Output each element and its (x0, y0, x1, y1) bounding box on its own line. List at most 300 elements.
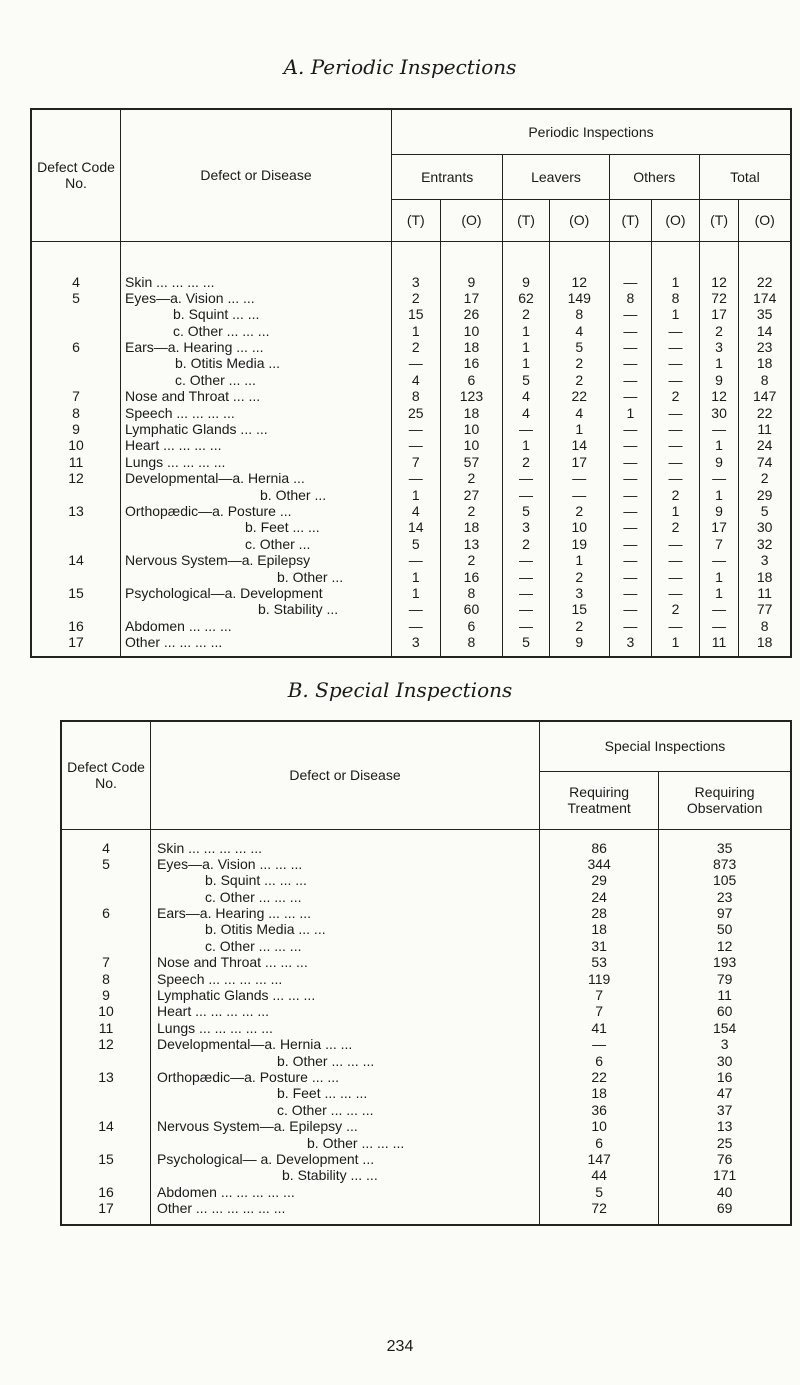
value-cell: 4 (522, 404, 530, 421)
value-cell: — (623, 306, 638, 323)
value-cell: 11 (757, 584, 772, 601)
value-cell: 13 (463, 535, 480, 552)
defect-name: b. Otitis Media ... ... (205, 921, 326, 938)
defect-name: b. Other ... (260, 486, 327, 503)
defect-code: 12 (68, 470, 84, 487)
value-cell: 18 (463, 404, 480, 421)
value-cell: 9 (575, 634, 584, 651)
entrants-header: Entrants (392, 154, 503, 199)
value-cell: — (408, 617, 423, 634)
observation-value: 76 (716, 1150, 733, 1167)
observation-value: 69 (716, 1200, 733, 1217)
value-cell: 2 (467, 552, 476, 569)
value-cell: 3 (522, 519, 530, 536)
value-cell: 17 (571, 453, 588, 470)
value-cell: — (668, 322, 683, 339)
value-cell: — (668, 453, 683, 470)
value-cell: 5 (522, 502, 530, 519)
treatment-value: 28 (591, 905, 607, 922)
defect-name: b. Otitis Media ... (175, 355, 281, 372)
treatment-value: — (592, 1036, 607, 1053)
observation-value: 23 (716, 888, 733, 905)
value-cell: 30 (756, 519, 773, 536)
page-number: 234 (386, 1338, 414, 1355)
observation-value: 47 (716, 1085, 733, 1102)
value-cell: 8 (671, 289, 680, 306)
value-cell: 22 (756, 273, 773, 290)
defect-name: Other ... ... ... ... ... ... (157, 1200, 286, 1217)
defect-code (62, 1167, 150, 1183)
periodic-inspections-header: Periodic Inspections (392, 109, 792, 154)
sub-header-t: (T) (392, 199, 441, 241)
value-cell: 2 (671, 486, 680, 503)
defect-name: Orthopædic—a. Posture ... (125, 502, 292, 519)
observation-value: 12 (716, 937, 733, 954)
value-cell: 19 (571, 535, 588, 552)
value-cell: — (668, 371, 683, 388)
defect-code: 9 (72, 421, 80, 438)
defect-name: Developmental—a. Hernia ... ... (157, 1036, 353, 1053)
value-cell: — (408, 437, 423, 454)
defect-name: b. Feet ... ... ... (277, 1085, 368, 1102)
treatment-value: 24 (591, 888, 607, 905)
value-cell: 8 (467, 634, 476, 651)
value-cell: 11 (757, 421, 772, 438)
value-cell: — (519, 584, 534, 601)
value-cell: 1 (575, 552, 584, 569)
value-cell: 3 (575, 584, 584, 601)
observation-value: 16 (716, 1068, 733, 1085)
defect-code: 6 (102, 905, 110, 922)
value-cell: 5 (760, 502, 769, 519)
value-cell: 1 (671, 273, 680, 290)
defect-name: c. Other ... ... ... (205, 888, 302, 905)
value-cell: 1 (671, 306, 680, 323)
value-cell: 72 (711, 289, 727, 306)
leavers-header: Leavers (503, 154, 609, 199)
value-cell: — (519, 568, 534, 585)
value-cell: — (668, 339, 683, 356)
defect-name: Lymphatic Glands ... ... (125, 421, 268, 438)
defect-name: Ears—a. Hearing ... ... ... (157, 905, 312, 922)
sub-header-t: (T) (503, 199, 549, 241)
value-cell: — (623, 486, 638, 503)
defect-code: 11 (68, 453, 84, 470)
value-cell: — (623, 568, 638, 585)
observation-value: 105 (712, 872, 737, 889)
value-cell: 6 (467, 371, 476, 388)
defect-code (32, 372, 120, 388)
value-cell: 2 (411, 289, 420, 306)
defect-name: b. Stability ... ... (282, 1167, 378, 1184)
defect-code: 4 (72, 273, 80, 290)
defect-name: Skin ... ... ... ... (125, 273, 215, 290)
others-header: Others (609, 154, 699, 199)
value-cell: 1 (671, 634, 680, 651)
observation-value: 50 (716, 921, 733, 938)
defect-code (62, 1085, 150, 1101)
value-cell: — (668, 355, 683, 372)
value-cell: — (712, 617, 727, 634)
value-cell: 2 (467, 470, 476, 487)
requiring-treatment-header: Requiring Treatment (540, 771, 659, 829)
value-cell: 2 (575, 617, 584, 634)
value-cell: 14 (571, 437, 588, 454)
value-cell: 8 (411, 388, 420, 405)
value-cell: — (623, 355, 638, 372)
defect-name: c. Other ... ... ... (173, 322, 270, 339)
value-cell: 2 (671, 388, 680, 405)
defect-name: Lungs ... ... ... ... (125, 453, 226, 470)
defect-code (62, 1053, 150, 1069)
value-cell: 77 (756, 601, 773, 618)
defect-name: Ears—a. Hearing ... ... (125, 339, 264, 356)
defect-name: Abdomen ... ... ... (125, 617, 232, 634)
value-cell: 1 (411, 568, 420, 585)
defect-code: 17 (68, 634, 84, 651)
defect-code (32, 323, 120, 339)
value-cell: 18 (463, 339, 480, 356)
defect-code (62, 938, 150, 954)
defect-code: 13 (98, 1068, 114, 1085)
value-cell: 18 (756, 634, 773, 651)
observation-value: 11 (717, 987, 732, 1004)
treatment-value: 18 (591, 921, 607, 938)
defect-name: b. Squint ... ... ... (205, 872, 307, 889)
value-cell: 29 (756, 486, 773, 503)
value-cell: 9 (467, 273, 476, 290)
value-cell: — (408, 552, 423, 569)
value-cell: 1 (626, 404, 635, 421)
observation-value: 40 (716, 1183, 733, 1200)
treatment-value: 18 (591, 1085, 607, 1102)
value-cell: 14 (408, 519, 424, 536)
value-cell: 8 (760, 371, 769, 388)
value-cell: — (572, 470, 587, 487)
value-cell: 8 (760, 617, 769, 634)
defect-name: c. Other ... (245, 535, 311, 552)
treatment-value: 86 (591, 839, 607, 856)
defect-name: Skin ... ... ... ... ... (157, 839, 263, 856)
value-cell: 17 (463, 289, 480, 306)
defect-name: b. Other ... ... ... (307, 1134, 405, 1151)
defect-name: b. Other ... ... ... (277, 1052, 375, 1069)
defect-name: Orthopædic—a. Posture ... ... (157, 1068, 340, 1085)
defect-code: 17 (98, 1200, 114, 1217)
defect-code: 4 (102, 839, 110, 856)
observation-value: 35 (716, 839, 733, 856)
value-cell: — (623, 552, 638, 569)
value-cell: 1 (715, 355, 723, 372)
observation-value: 171 (712, 1167, 737, 1184)
value-cell: — (712, 552, 727, 569)
defect-code: 15 (68, 584, 84, 601)
defect-code (62, 1102, 150, 1118)
observation-value: 79 (716, 970, 733, 987)
defect-code (32, 306, 120, 322)
value-cell: — (623, 339, 638, 356)
value-cell: — (572, 486, 587, 503)
treatment-value: 5 (595, 1183, 604, 1200)
value-cell: 2 (671, 601, 680, 618)
sub-header-o: (O) (440, 199, 503, 241)
defect-code (32, 601, 120, 617)
treatment-value: 119 (587, 970, 611, 987)
defect-name: Nose and Throat ... ... (125, 388, 261, 405)
value-cell: 16 (463, 355, 480, 372)
defect-code (32, 355, 120, 371)
defect-code: 7 (72, 388, 80, 405)
value-cell: 18 (756, 355, 773, 372)
value-cell: 15 (408, 306, 424, 323)
defect-code: 6 (72, 339, 80, 356)
sub-header-o: (O) (549, 199, 609, 241)
value-cell: — (519, 486, 534, 503)
defect-name: b. Feet ... ... (245, 519, 320, 536)
value-cell: — (408, 355, 423, 372)
value-cell: 1 (715, 437, 723, 454)
value-cell: — (668, 470, 683, 487)
value-cell: — (623, 437, 638, 454)
value-cell: — (519, 552, 534, 569)
defect-code: 8 (72, 404, 80, 421)
treatment-value: 10 (591, 1118, 607, 1135)
observation-value: 13 (716, 1118, 733, 1135)
defect-code: 9 (102, 987, 110, 1004)
observation-value: 873 (712, 855, 737, 872)
value-cell: 7 (715, 535, 723, 552)
value-cell: 10 (463, 421, 480, 438)
value-cell: 35 (756, 306, 773, 323)
value-cell: 5 (522, 634, 530, 651)
treatment-value: 36 (591, 1101, 607, 1118)
defect-code: 15 (98, 1150, 114, 1167)
observation-value: 60 (716, 1003, 733, 1020)
value-cell: 4 (575, 322, 584, 339)
value-cell: — (623, 470, 638, 487)
value-cell: — (623, 388, 638, 405)
value-cell: — (519, 617, 534, 634)
value-cell: 9 (715, 502, 723, 519)
value-cell: — (668, 421, 683, 438)
value-cell: — (623, 502, 638, 519)
defect-code: 7 (102, 954, 110, 971)
sub-header-o: (O) (739, 199, 791, 241)
value-cell: 22 (571, 388, 588, 405)
value-cell: — (623, 535, 638, 552)
value-cell: — (668, 568, 683, 585)
value-cell: 3 (760, 552, 769, 569)
value-cell: 17 (711, 306, 727, 323)
value-cell: 60 (463, 601, 480, 618)
value-cell: — (668, 535, 683, 552)
value-cell: 4 (411, 371, 420, 388)
treatment-value: 344 (587, 855, 611, 872)
defect-name: c. Other ... ... ... (277, 1101, 374, 1118)
value-cell: 12 (571, 273, 588, 290)
defect-code: 16 (68, 617, 84, 634)
defect-name: Psychological—a. Development (125, 584, 323, 601)
observation-value: 193 (712, 954, 737, 971)
defect-name: Psychological— a. Development ... (157, 1150, 375, 1167)
value-cell: — (623, 453, 638, 470)
value-cell: 10 (463, 437, 480, 454)
value-cell: — (623, 601, 638, 618)
value-cell: 1 (522, 437, 530, 454)
defect-code: 16 (98, 1183, 114, 1200)
value-cell: 74 (756, 453, 773, 470)
value-cell: 62 (518, 289, 534, 306)
value-cell: 3 (626, 634, 635, 651)
value-cell: — (623, 273, 638, 290)
value-cell: 2 (522, 453, 530, 470)
value-cell: — (623, 421, 638, 438)
value-cell: — (623, 617, 638, 634)
defect-code (32, 519, 120, 535)
value-cell: — (668, 584, 683, 601)
value-cell: 4 (522, 388, 530, 405)
value-cell: 1 (411, 486, 420, 503)
defect-code (62, 921, 150, 937)
treatment-value: 44 (591, 1167, 607, 1184)
b-defect-disease-header: Defect or Disease (151, 721, 540, 829)
value-cell: — (668, 404, 683, 421)
value-cell: 18 (463, 519, 480, 536)
treatment-value: 72 (591, 1200, 607, 1217)
value-cell: 57 (463, 453, 480, 470)
defect-name: Lymphatic Glands ... ... ... (157, 987, 316, 1004)
defect-name: b. Stability ... (258, 601, 339, 618)
observation-value: 30 (716, 1052, 733, 1069)
value-cell: 12 (711, 388, 727, 405)
defect-name: Lungs ... ... ... ... ... (157, 1019, 273, 1036)
value-cell: 30 (711, 404, 727, 421)
defect-name: Speech ... ... ... ... (125, 404, 235, 421)
value-cell: 2 (467, 502, 476, 519)
sub-header-t: (T) (609, 199, 651, 241)
defect-name: c. Other ... ... ... (205, 937, 302, 954)
defect-code: 10 (68, 437, 84, 454)
value-cell: — (408, 601, 423, 618)
observation-value: 37 (716, 1101, 733, 1118)
total-header: Total (699, 154, 791, 199)
value-cell: 2 (671, 519, 680, 536)
value-cell: 4 (575, 404, 584, 421)
value-cell: — (623, 519, 638, 536)
treatment-value: 29 (591, 872, 607, 889)
value-cell: 10 (571, 519, 588, 536)
value-cell: 9 (522, 273, 530, 290)
observation-value: 154 (712, 1019, 737, 1036)
value-cell: — (668, 552, 683, 569)
value-cell: 23 (756, 339, 773, 356)
defect-code: 13 (68, 502, 84, 519)
defect-code: 11 (98, 1019, 114, 1036)
defect-name: Developmental—a. Hernia ... (125, 470, 305, 487)
value-cell: 10 (463, 322, 480, 339)
defect-code: 14 (68, 552, 84, 569)
value-cell: — (623, 322, 638, 339)
value-cell: 1 (411, 584, 420, 601)
value-cell: 1 (715, 584, 723, 601)
requiring-observation-header: Requiring Observation (659, 771, 791, 829)
value-cell: 5 (522, 371, 530, 388)
value-cell: — (668, 617, 683, 634)
defect-code: 5 (102, 855, 110, 872)
defect-name: Other ... ... ... ... (125, 634, 223, 651)
defect-name: Eyes—a. Vision ... ... (125, 289, 255, 306)
treatment-value: 6 (595, 1052, 604, 1069)
defect-code (32, 536, 120, 552)
observation-value: 3 (720, 1036, 729, 1053)
value-cell: 123 (459, 388, 484, 405)
defect-name: b. Other ... (277, 568, 344, 585)
defect-code (62, 889, 150, 905)
treatment-value: 6 (595, 1134, 604, 1151)
special-inspections-header: Special Inspections (540, 721, 792, 771)
value-cell: 147 (753, 388, 777, 405)
value-cell: 2 (522, 535, 530, 552)
value-cell: 9 (715, 371, 723, 388)
value-cell: 8 (575, 306, 584, 323)
defect-code (62, 1135, 150, 1151)
value-cell: 2 (575, 568, 584, 585)
value-cell: 5 (575, 339, 584, 356)
defect-code (32, 487, 120, 503)
value-cell: 5 (411, 535, 420, 552)
observation-value: 25 (716, 1134, 733, 1151)
defect-disease-header: Defect or Disease (121, 109, 392, 241)
defect-name: Speech ... ... ... ... ... (157, 970, 283, 987)
value-cell: 174 (753, 289, 777, 306)
defect-name: Eyes—a. Vision ... ... ... (157, 855, 303, 872)
value-cell: 12 (711, 273, 727, 290)
value-cell: 18 (756, 568, 773, 585)
defect-name: c. Other ... ... (175, 371, 256, 388)
defect-name: Nervous System—a. Epilepsy (125, 552, 311, 569)
value-cell: 26 (463, 306, 480, 323)
observation-value: 97 (716, 905, 733, 922)
value-cell: 15 (571, 601, 588, 618)
defect-name: b. Squint ... ... (173, 306, 260, 323)
defect-name: Heart ... ... ... ... ... (157, 1003, 270, 1020)
value-cell: 1 (671, 502, 680, 519)
value-cell: 3 (411, 634, 420, 651)
value-cell: 1 (522, 322, 530, 339)
value-cell: 11 (711, 634, 727, 651)
value-cell: 9 (715, 453, 723, 470)
value-cell: — (623, 371, 638, 388)
value-cell: 1 (715, 486, 723, 503)
defect-code: 10 (98, 1003, 114, 1020)
value-cell: — (623, 584, 638, 601)
value-cell: 6 (467, 617, 476, 634)
value-cell: 25 (408, 404, 424, 421)
value-cell: 24 (756, 437, 773, 454)
value-cell: 4 (411, 502, 420, 519)
treatment-value: 7 (595, 1003, 604, 1020)
defect-code-header: Defect Code No. (31, 109, 121, 241)
value-cell: — (668, 437, 683, 454)
value-cell: — (712, 601, 727, 618)
value-cell: 2 (575, 355, 584, 372)
value-cell: 149 (567, 289, 591, 306)
value-cell: — (408, 421, 423, 438)
defect-code: 5 (72, 289, 80, 306)
value-cell: — (519, 470, 534, 487)
value-cell: 32 (756, 535, 773, 552)
value-cell: — (519, 421, 534, 438)
